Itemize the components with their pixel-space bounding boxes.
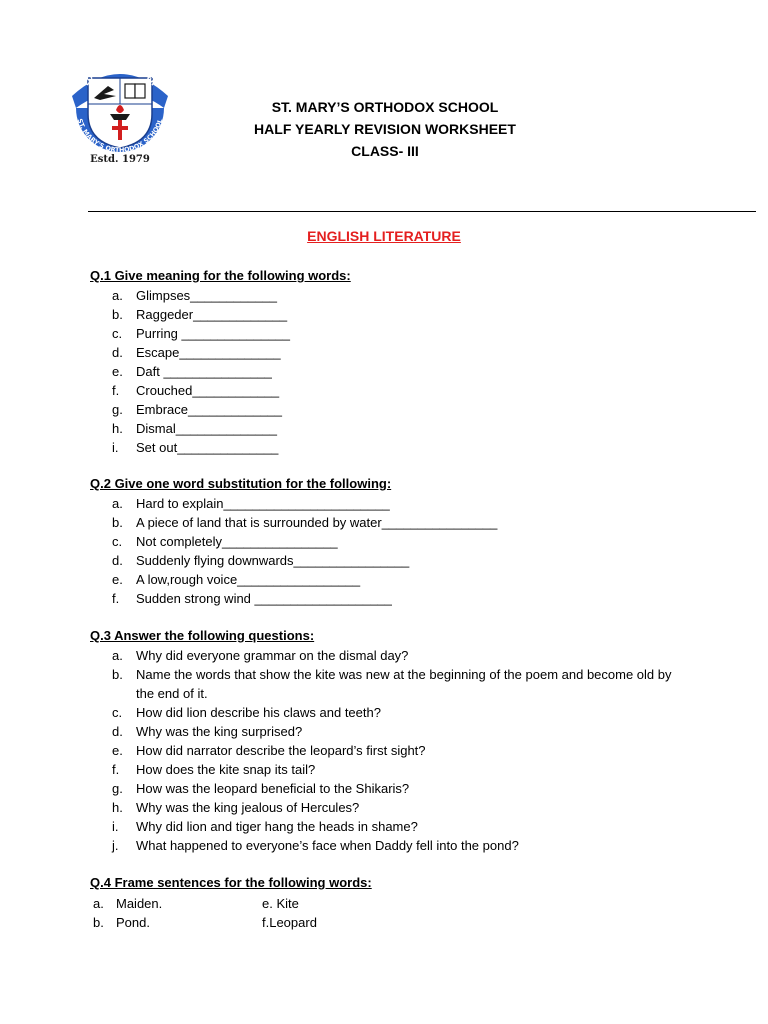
svg-text:Estd. 1979: Estd. 1979 — [90, 154, 150, 165]
school-name: ST. MARY’S ORTHODOX SCHOOL — [271, 99, 499, 115]
q1-list — [112, 286, 290, 457]
list-item: c. Not completely________________ — [112, 534, 338, 549]
list-item: h. Why was the king jealous of Hercules? — [112, 800, 360, 815]
list-item: c. Purring _______________ — [112, 326, 290, 341]
q4-list — [93, 894, 393, 932]
list-item: a. Maiden. e. Kite — [93, 896, 299, 911]
list-item: e. A low,rough voice_________________ — [112, 572, 361, 587]
list-item: f. How does the kite snap its tail? — [112, 762, 316, 777]
list-item: h. Dismal______________ — [112, 421, 277, 436]
q2-title: Q.2 Give one word substitution for the following: — [90, 476, 392, 491]
list-item: b. Raggeder_____________ — [112, 307, 288, 322]
svg-text:ST. MARY'S ORTHODOX SCHOOL: ST. MARY'S ORTHODOX SCHOOL — [75, 117, 165, 155]
list-item: d. Why was the king surprised? — [112, 724, 303, 739]
list-item: b. Name the words that show the kite was new at the beginning of the poem and become old by the end of it. — [112, 667, 672, 701]
school-logo — [64, 56, 176, 168]
list-item: f. Sudden strong wind ___________________ — [112, 591, 392, 606]
worksheet-title: HALF YEARLY REVISION WORKSHEET — [254, 121, 516, 137]
list-item: e. How did narrator describe the leopard’s first sight? — [112, 743, 426, 758]
svg-text:LOVE ONE ANOTHER: LOVE ONE ANOTHER — [82, 59, 158, 87]
class-label: CLASS- III — [351, 143, 419, 159]
subject-heading: ENGLISH LITERATURE — [307, 228, 461, 244]
list-item: c. How did lion describe his claws and teeth? — [112, 705, 381, 720]
list-item: a. Why did everyone grammar on the dismal day? — [112, 648, 409, 663]
list-item: j. What happened to everyone’s face when Daddy fell into the pond? — [112, 838, 519, 853]
list-item: g. How was the leopard beneficial to the Shikaris? — [112, 781, 410, 796]
list-item: i. Set out______________ — [112, 440, 279, 455]
list-item: b. Pond. f.Leopard — [93, 915, 317, 930]
q4-title: Q.4 Frame sentences for the following words: — [90, 875, 372, 890]
worksheet-header — [200, 96, 570, 162]
list-item: i. Why did lion and tiger hang the heads in shame? — [112, 819, 418, 834]
list-item: g. Embrace_____________ — [112, 402, 283, 417]
q3-title: Q.3 Answer the following questions: — [90, 628, 315, 643]
list-item: f. Crouched____________ — [112, 383, 280, 398]
q2-list — [112, 494, 497, 608]
list-item: a. Hard to explain_______________________ — [112, 496, 390, 511]
list-item: e. Daft _______________ — [112, 364, 272, 379]
list-item: b. A piece of land that is surrounded by water________________ — [112, 515, 498, 530]
list-item: a. Glimpses____________ — [112, 288, 277, 303]
list-item: d. Suddenly flying downwards________________ — [112, 553, 410, 568]
header-divider — [88, 211, 756, 212]
q3-list — [112, 646, 676, 855]
subject-heading-wrap — [0, 228, 768, 244]
list-item: d. Escape______________ — [112, 345, 281, 360]
q1-title: Q.1 Give meaning for the following words: — [90, 268, 351, 283]
